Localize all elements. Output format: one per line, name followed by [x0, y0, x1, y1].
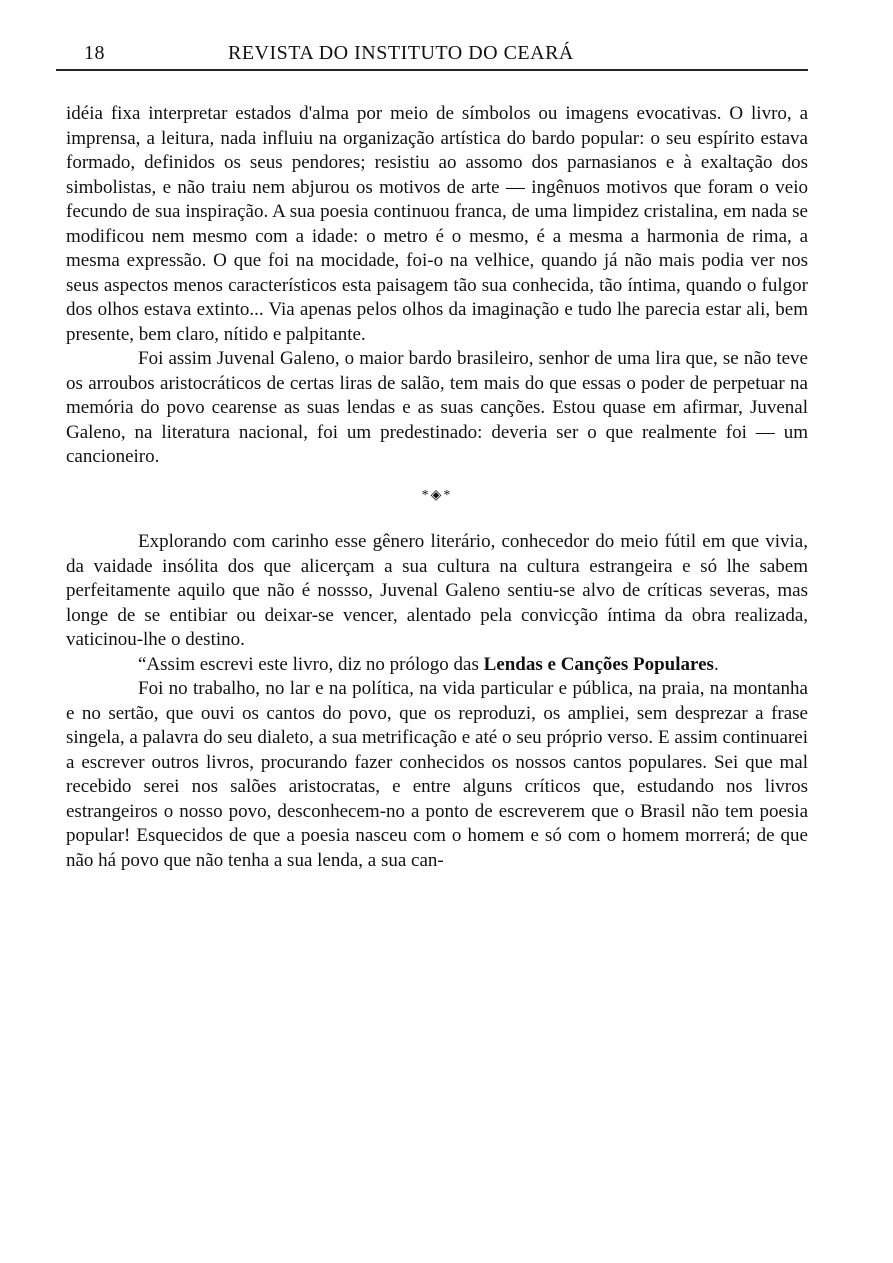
paragraph: Explorando com carinho esse gênero literário, conhecedor do meio fútil em que vivia, da vaidade insólita dos que alicerçam a sua cultura na cultura estrangeira e só lhe sabem perfeitamente aquilo que não é nossso, Juvenal Galeno sentiu-se alvo de críticas severas, mas longe de se entibiar ou deixar-se vencer, alentado pela convicção íntima da obra realizada, vaticinou-lhe o destino.: [66, 531, 808, 650]
paragraph: idéia fixa interpretar estados d'alma por meio de símbolos ou imagens evocativas. O livro, a imprensa, a leitura, nada influiu na organização artística do bardo popular: o seu espírito estava formado, definidos os seus pendores; resistiu ao assomo dos parnasianos e à exaltação dos simbolistas, e não traiu nem abjurou os motivos de arte — ingênuos motivos que foram o veio fecundo de sua inspiração. A sua poesia continuou franca, de uma limpidez cristalina, em nada se modificou nem mesmo com a idade: o metro é o mesmo, é a mesma a harmonia de rima, a mesma expressão. O que foi na mocidade, foi-o na velhice, quando já não mais podia ver nos seus aspectos menos característicos esta paisagem tão sua conhecida, tão íntima, quando o fulgor dos olhos estava extinto... Via apenas pelos olhos da imaginação e tudo lhe parecia estar ali, bem presente, bem claro, nítido e palpitante.: [66, 103, 808, 345]
paragraph: Foi no trabalho, no lar e na política, na vida particular e pública, na praia, na montanha e no sertão, que ouvi os cantos do povo, que os reproduzi, os ampliei, sem desprezar a frase singela, a palavra do seu dialeto, a sua metrificação e até o seu próprio verso. E assim continuarei a escrever outros livros, procurando fazer conhecidos os nossos cantos populares. Sei que mal recebido serei nos salões aristocratas, e entre alguns críticos que, estudando nos livros estrangeiros o nosso povo, desconhecem-no a ponto de escreverem que o Brasil não tem poesia popular! Esquecidos de que a poesia nasceu com o homem e só com o homem morrerá; de que não há povo que não tenha a sua lenda, a sua can-: [66, 678, 808, 871]
paragraph-quote-intro: [66, 653, 808, 678]
quote-intro-end: .: [713, 653, 719, 675]
page-header: [56, 36, 808, 66]
running-title: REVISTA DO INSTITUTO DO CEARÁ: [228, 42, 574, 64]
section-separator: *◈*: [421, 487, 453, 503]
body-text: [66, 102, 808, 873]
paragraph: Foi assim Juvenal Galeno, o maior bardo brasileiro, senhor de uma lira que, se não teve os arroubos aristocráticos de certas liras de salão, tem mais do que essas o poder de perpetuar na memória do povo cearense as suas lendas e as suas canções. Estou quase em afirmar, Juvenal Galeno, na literatura nacional, foi um predestinado: deveria ser o que realmente foi — um cancioneiro.: [66, 348, 808, 467]
document-page: [56, 36, 808, 871]
page-number: 18: [84, 42, 105, 64]
book-title: Lendas e Canções Populares: [483, 653, 714, 675]
header-rule: [56, 69, 808, 71]
quote-intro-text: “Assim escrevi este livro, diz no prólogo das: [138, 653, 484, 675]
